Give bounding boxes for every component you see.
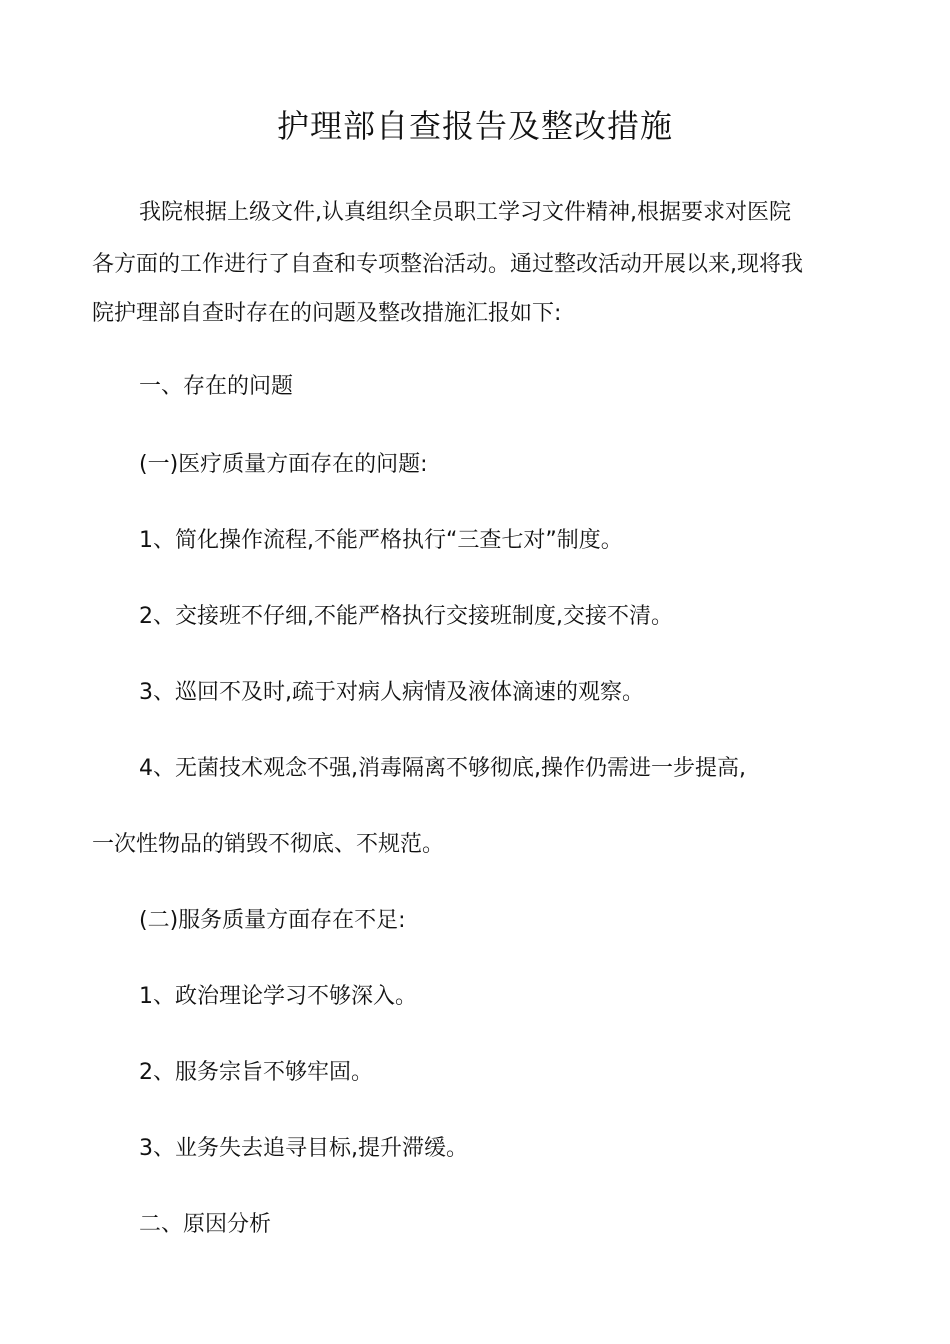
- sub1-heading: (一)医疗质量方面存在的问题:: [139, 452, 428, 477]
- section1-heading: 一、存在的问题: [139, 374, 294, 399]
- intro-line-1: 我院根据上级文件,认真组织全员职工学习文件精神,根据要求对医院: [139, 200, 791, 225]
- sub1-item-2: 2、交接班不仔细,不能严格执行交接班制度,交接不清。: [139, 604, 673, 629]
- sub1-item-4: 4、无菌技术观念不强,消毒隔离不够彻底,操作仍需进一步提高,: [139, 756, 746, 781]
- intro-line-2: 各方面的工作进行了自查和专项整治活动。通过整改活动开展以来,现将我: [92, 252, 803, 277]
- sub2-item-2: 2、服务宗旨不够牢固。: [139, 1060, 373, 1085]
- sub2-heading: (二)服务质量方面存在不足:: [139, 908, 406, 933]
- sub2-item-1: 1、政治理论学习不够深入。: [139, 984, 417, 1009]
- sub2-item-3: 3、业务失去追寻目标,提升滞缓。: [139, 1136, 468, 1161]
- section2-heading: 二、原因分析: [139, 1212, 272, 1237]
- intro-line-3: 院护理部自查时存在的问题及整改措施汇报如下:: [92, 301, 562, 326]
- sub1-item-4-continuation: 一次性物品的销毁不彻底、不规范。: [92, 832, 445, 857]
- sub1-item-1: 1、简化操作流程,不能严格执行“三查七对”制度。: [139, 528, 623, 553]
- sub1-item-3: 3、巡回不及时,疏于对病人病情及液体滴速的观察。: [139, 680, 644, 705]
- document-title: 护理部自查报告及整改措施: [276, 107, 673, 145]
